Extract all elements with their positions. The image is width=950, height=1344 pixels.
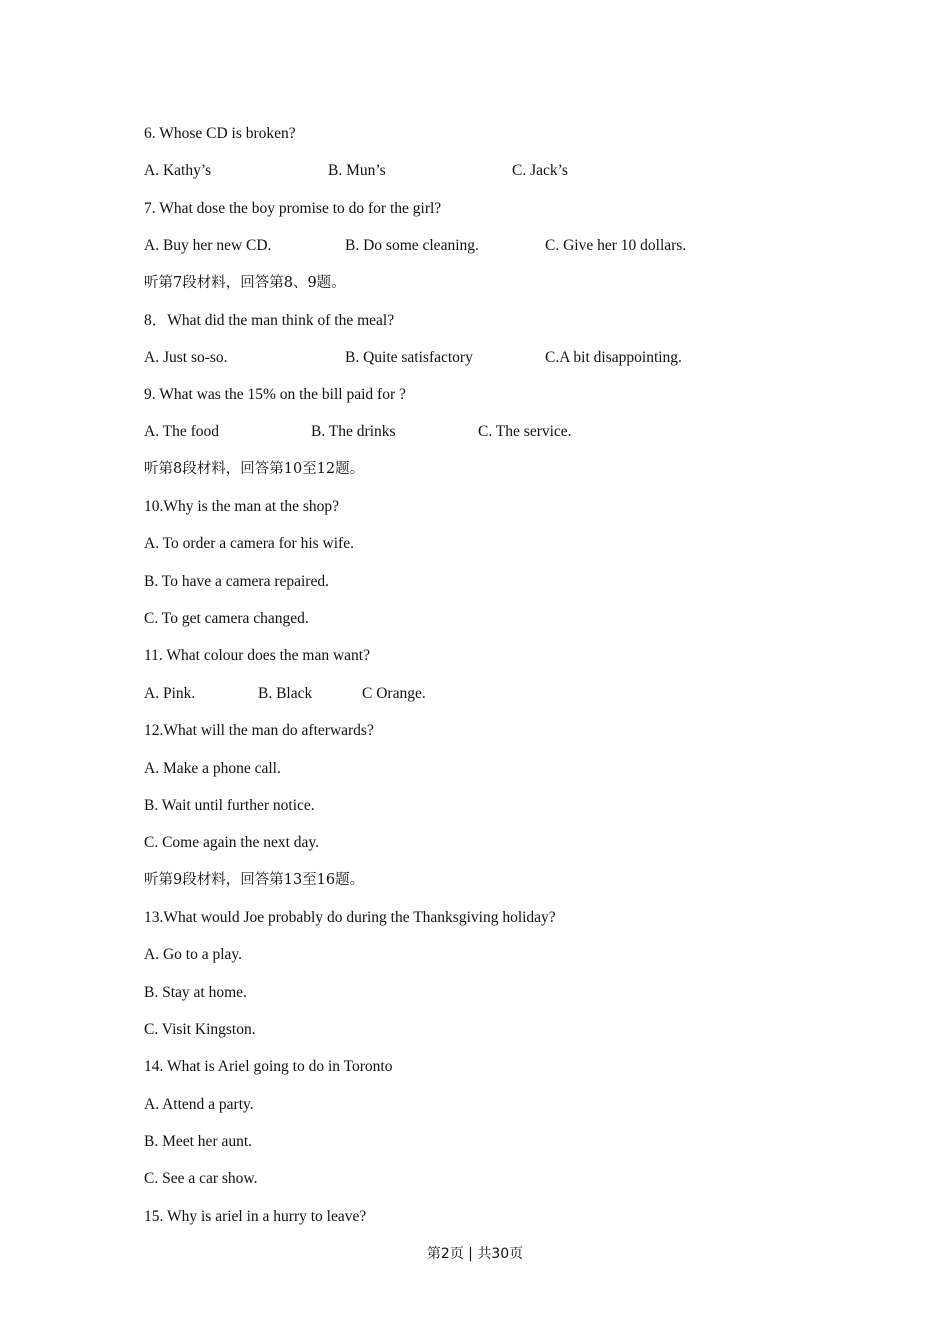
- question-9: 9. What was the 15% on the bill paid for ?: [144, 386, 406, 403]
- section-heading: 听第7段材料，回答第8、9题。: [144, 275, 346, 291]
- option-a: A. Kathy’s: [144, 162, 212, 179]
- option-b: B. Do some cleaning.: [345, 237, 479, 254]
- option-a: A. To order a camera for his wife.: [144, 535, 354, 552]
- option-b: B. The drinks: [311, 423, 396, 440]
- option-a: A. Pink.: [144, 685, 196, 702]
- question-10: 10.Why is the man at the shop?: [144, 498, 339, 515]
- question-8-options: [144, 348, 844, 368]
- option-b: B. Black: [258, 685, 313, 702]
- question-7-options: [144, 236, 844, 256]
- option-a: A. The food: [144, 423, 220, 440]
- option-b: B. Wait until further notice.: [144, 797, 315, 814]
- option-c: C. Visit Kingston.: [144, 1021, 256, 1038]
- question-6: 6. Whose CD is broken?: [144, 125, 296, 142]
- option-a: A. Make a phone call.: [144, 760, 281, 777]
- option-a: A. Just so-so.: [144, 349, 228, 366]
- option-a: A. Go to a play.: [144, 946, 243, 963]
- option-b: B. Meet her aunt.: [144, 1133, 253, 1150]
- option-c: C. To get camera changed.: [144, 610, 309, 627]
- option-c: C. See a car show.: [144, 1170, 258, 1187]
- question-11: 11. What colour does the man want?: [144, 647, 370, 664]
- option-c: C. Come again the next day.: [144, 834, 320, 851]
- option-b: B. Quite satisfactory: [345, 349, 473, 366]
- option-b: B. Stay at home.: [144, 984, 247, 1001]
- page-footer: 第2页 | 共30页: [426, 1246, 524, 1262]
- option-c: C. Jack’s: [512, 162, 568, 179]
- option-c: C.A bit disappointing.: [545, 349, 682, 366]
- question-14: 14. What is Ariel going to do in Toronto: [144, 1058, 393, 1075]
- option-b: B. Mun’s: [328, 162, 386, 179]
- option-c: C. Give her 10 dollars.: [545, 237, 687, 254]
- question-6-options: [144, 161, 844, 181]
- option-b: B. To have a camera repaired.: [144, 573, 329, 590]
- question-9-options: [144, 422, 844, 442]
- question-15: 15. Why is ariel in a hurry to leave?: [144, 1208, 367, 1225]
- option-a: A. Buy her new CD.: [144, 237, 272, 254]
- question-8: 8．What did the man think of the meal?: [144, 312, 395, 329]
- option-a: A. Attend a party.: [144, 1096, 254, 1113]
- question-13: 13.What would Joe probably do during the Thanksgiving holiday?: [144, 909, 556, 926]
- question-7: 7. What dose the boy promise to do for the girl?: [144, 200, 442, 217]
- question-12: 12.What will the man do afterwards?: [144, 722, 374, 739]
- section-heading: 听第9段材料，回答第13至16题。: [144, 872, 365, 888]
- option-c: C Orange.: [362, 685, 426, 702]
- option-c: C. The service.: [478, 423, 572, 440]
- section-heading: 听第8段材料，回答第10至12题。: [144, 461, 365, 477]
- question-11-options: [144, 684, 844, 704]
